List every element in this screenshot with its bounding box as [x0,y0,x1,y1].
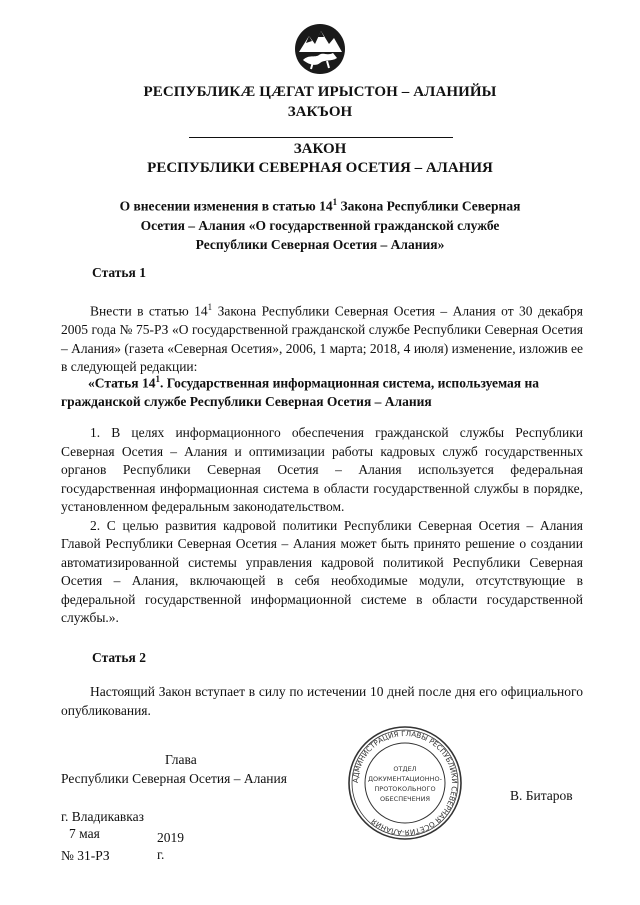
coat-of-arms-emblem [293,22,347,76]
subject-line3: Республики Северная Осетия – Алания» [195,236,445,252]
subject-line1a: О внесении изменения в статью 14 [119,198,333,214]
title-text-a: «Статья 14 [88,375,156,391]
ossetian-law-word: ЗАКЪОН [287,104,353,120]
city: г. Владикавказ [61,809,144,824]
intro-text-b: Закона Республики Северная Осетия – Алания от 30 декабря 2005 года № 75-РЗ «О государственной гражданской службе Республики Северная Осетия – Алания» (газета «Северная Осетия», 2006, 1 марта; 2018, 4 июля) изменение, изложив ее в следующей редакции: [61,303,583,374]
stamp-line1: ОТДЕЛ [393,765,417,773]
intro-text-a: Внести в статью 14 [90,303,208,319]
article1-heading: Статья 1 [92,265,146,280]
law-subject [82,193,558,254]
subject-sup: 1 [332,197,338,207]
signatory-name: В. Битаров [510,788,573,803]
article2-text-block [61,683,583,720]
article2-heading: Статья 2 [92,650,146,665]
signatory-title-line1: Глава [165,752,197,767]
stamp-ring-text: АДМИНИСТРАЦИЯ ГЛАВЫ РЕСПУБЛИКИ СЕВЕРНАЯ ОСЕТИЯ-АЛАНИЯ [350,728,460,838]
law-number: № 31-РЗ [61,848,110,863]
title-text-b: . Государственная информационная система, используемая на гражданской службе Республики Северная Осетия – Алания [61,375,540,409]
article1-points [61,424,583,628]
title-sup: 1 [155,374,160,384]
point-1: 1. В целях информационного обеспечения гражданской службы Республики Северная Осетия – Алания и оптимизации работы кадровых служб государственных органов Республики Северная Осетия – Алания используется федеральная государственная информационная система в области государственной службы в порядке, установленном федеральным законодательством. [61,425,583,514]
stamp-line3: ПРОТОКОЛЬНОГО [374,785,436,793]
republic-title: РЕСПУБЛИКИ СЕВЕРНАЯ ОСЕТИЯ – АЛАНИЯ [147,160,493,176]
signatory-title [61,750,287,788]
article14-title [61,370,583,412]
place-and-date [61,808,184,864]
signatory-title-line2: Республики Северная Осетия – Алания [61,771,287,786]
date-day-month: 7 мая [69,826,100,841]
point-2: 2. С целью развития кадровой политики Республики Северная Осетия – Алания Главой Республики Северная Осетия – Алания может быть принято решение о создании автоматизированной системы управления кадровой политикой Республики Северная Осетия – Алания, включающей в себя необходимые модули, отсутствующие в федеральной государственной информационной системе в области государственной службы.». [61,517,583,625]
article2-text: Настоящий Закон вступает в силу по истечении 10 дней после дня его официального опубликования. [61,684,583,718]
subject-line2: Осетия – Алания «О государственной гражданской службе [140,217,500,233]
subject-line1b: Закона Республики Северная [337,198,521,214]
official-seal-stamp [346,724,464,842]
intro-sup: 1 [207,302,213,312]
stamp-line4: ОБЕСПЕЧЕНИЯ [379,795,431,803]
article1-intro [61,298,583,377]
date-year: 2019 г. [157,830,184,862]
ossetian-title: РЕСПУБЛИКӔ ЦӔГАТ ИРЫСТОН – АЛАНИЙЫ [143,84,497,100]
law-title: ЗАКОН [293,141,347,157]
stamp-line2: ДОКУМЕНТАЦИОННО- [367,775,443,783]
header-divider [189,137,453,138]
